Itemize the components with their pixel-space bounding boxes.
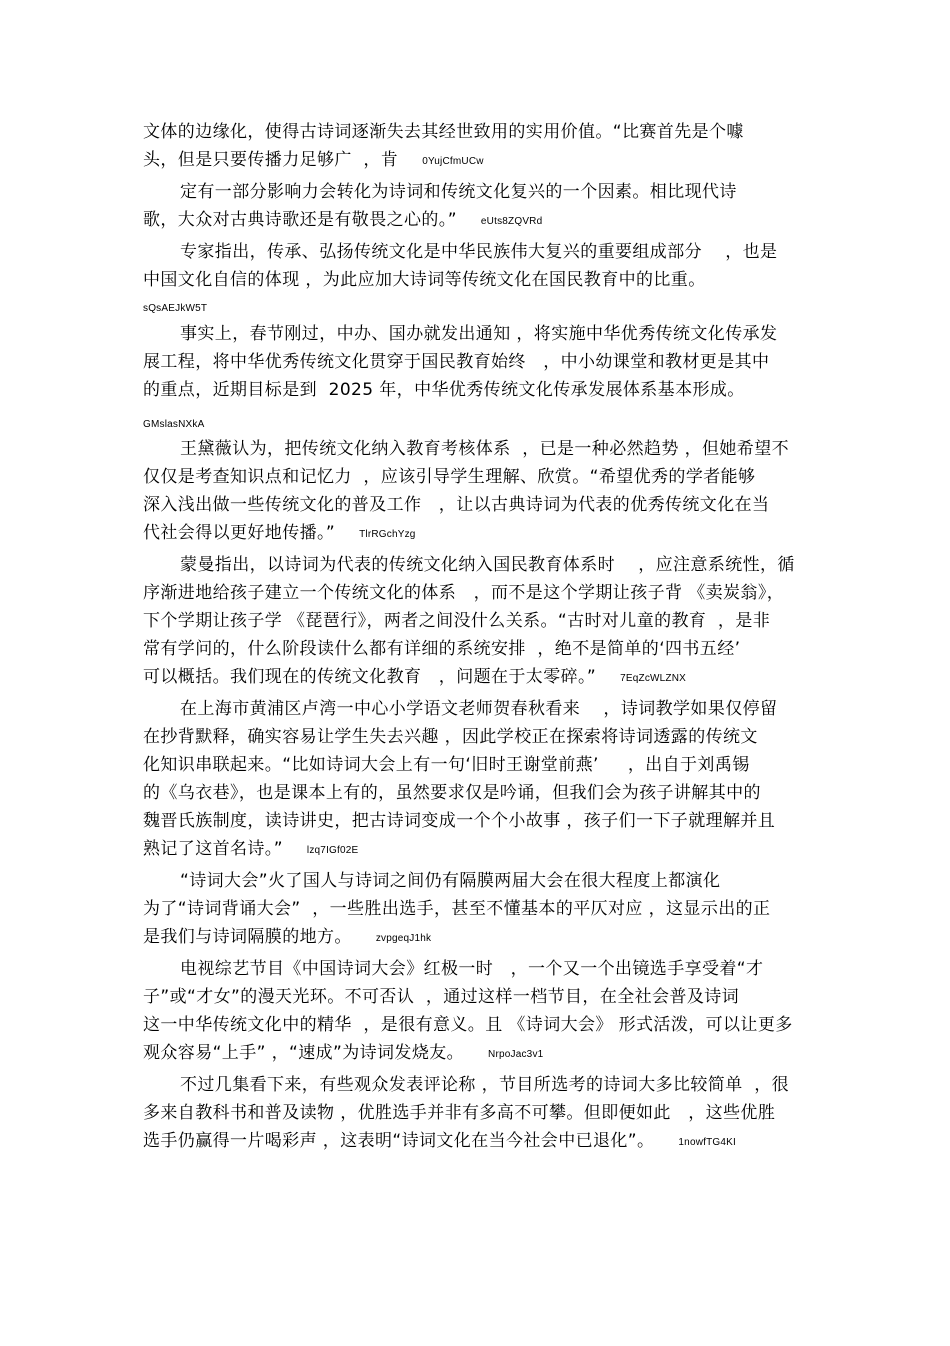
- text-segment: 歌，大众对古典诗歌还是有敬畏之心的。”: [143, 210, 457, 230]
- text-segment: 代社会得以更好地传播。”: [143, 523, 336, 543]
- text-line: 深入浅出做一些传统文化的普及工作 ，让以古典诗词为代表的优秀传统文化在当: [143, 495, 770, 515]
- text-line: 多来自教科书和普及读物 ，优胜选手并非有多高不可攀。但即便如此 ，这些优胜: [143, 1103, 776, 1123]
- text-line: 专家指出，传承、弘扬传统文化是中华民族伟大复兴的重要组成部分 ，也是: [180, 242, 778, 262]
- text-line: 的重点，近期目标是到 2025 年，中华优秀传统文化传承发展体系基本形成。: [143, 380, 745, 400]
- text-line: [143, 837, 358, 864]
- text-line: 下个学期让孩子学 《琵琶行》，两者之间没什么关系。“古时对儿童的教育 ，是非: [143, 611, 771, 631]
- text-line: 化知识串联起来。“比如诗词大会上有一句‘旧时王谢堂前燕’ ，出自于刘禹锡: [143, 755, 750, 775]
- text-line: [143, 925, 431, 952]
- text-line: [143, 521, 416, 548]
- text-line: 常有学问的，什么阶段读什么都有详细的系统安排 ，绝不是简单的‘四书五经’: [143, 639, 741, 659]
- reference-code: 0YujCfmUCw: [422, 156, 484, 167]
- text-line: 电视综艺节目《中国诗词大会》红极一时 ，一个又一个出镜选手享受着“才: [180, 959, 764, 979]
- reference-code: 7EqZcWLZNX: [620, 673, 687, 684]
- text-line: “诗词大会”火了国人与诗词之间仍有隔膜两届大会在很大程度上都演化: [180, 871, 721, 891]
- text-line: [143, 665, 686, 692]
- reference-code: lzq7IGf02E: [306, 845, 359, 856]
- reference-code: zvpgeqJ1hk: [375, 933, 432, 944]
- text-line: [143, 1129, 736, 1156]
- text-segment: 头，但是只要传播力足够广 ，肯: [143, 150, 399, 170]
- text-line: 事实上，春节刚过，中办、国办就发出通知 ，将实施中华优秀传统文化传承发: [180, 324, 778, 344]
- text-line: 中国文化自信的体现 ，为此应加大诗词等传统文化在国民教育中的比重。: [143, 270, 706, 290]
- text-line: 这一中华传统文化中的精华 ，是很有意义。且 《诗词大会》 形式活泼，可以让更多: [143, 1015, 793, 1035]
- text-line: 魏晋氏族制度，读诗讲史，把古诗词变成一个个小故事 ，孩子们一下子就理解并且: [143, 811, 776, 831]
- text-line: 在上海市黄浦区卢湾一中心小学语文老师贺春秋看来 ，诗词教学如果仅停留: [180, 699, 778, 719]
- text-segment: 可以概括。我们现在的传统文化教育 ，问题在于太零碎。”: [143, 667, 597, 687]
- text-line: 展工程，将中华优秀传统文化贯穿于国民教育始终 ，中小幼课堂和教材更是其中: [143, 352, 770, 372]
- text-line: 仅仅是考查知识点和记忆力 ，应该引导学生理解、欣赏。“希望优秀的学者能够: [143, 467, 756, 487]
- text-line: 不过几集看下来，有些观众发表评论称 ，节目所选考的诗词大多比较简单 ，很: [180, 1075, 790, 1095]
- text-line: 的《乌衣巷》，也是课本上有的，虽然要求仅是吟诵，但我们会为孩子讲解其中的: [143, 783, 761, 803]
- text-segment: 是我们与诗词隔膜的地方。: [143, 927, 352, 947]
- text-segment: 观众容易“上手” ，“速成”为诗词发烧友。: [143, 1043, 465, 1063]
- reference-code: eUts8ZQVRd: [480, 216, 543, 227]
- text-line: [143, 1041, 543, 1068]
- text-segment: 选手仍赢得一片喝彩声 ，这表明“诗词文化在当今社会中已退化”。: [143, 1131, 655, 1151]
- reference-code: TlrRGchYzg: [359, 529, 416, 540]
- text-line: 为了“诗词背诵大会” ，一些胜出选手，甚至不懂基本的平仄对应 ，这显示出的正: [143, 899, 771, 919]
- text-line: [143, 148, 484, 175]
- text-line: 定有一部分影响力会转化为诗词和传统文化复兴的一个因素。相比现代诗: [180, 182, 737, 202]
- text-line: 序渐进地给孩子建立一个传统文化的体系 ，而不是这个学期让孩子背 《卖炭翁》，: [143, 583, 785, 603]
- reference-code: GMslasNXkA: [143, 419, 205, 430]
- text-line: 文体的边缘化，使得古诗词逐渐失去其经世致用的实用价值。“比赛首先是个噱: [143, 122, 744, 142]
- text-line: 在抄背默释，确实容易让学生失去兴趣 ，因此学校正在探索将诗词透露的传统文: [143, 727, 758, 747]
- text-line: 子”或“才女”的漫天光环。不可否认 ，通过这样一档节目，在全社会普及诗词: [143, 987, 740, 1007]
- reference-code: NrpoJac3v1: [488, 1049, 544, 1060]
- text-segment: 熟记了这首名诗。”: [143, 839, 283, 859]
- text-line: [143, 208, 542, 235]
- reference-code: sQsAEJkW5T: [143, 303, 208, 314]
- text-line: 蒙曼指出，以诗词为代表的传统文化纳入国民教育体系时 ，应注意系统性，循: [180, 555, 795, 575]
- reference-code: 1nowfTG4KI: [678, 1137, 737, 1148]
- text-line: 王黛薇认为，把传统文化纳入教育考核体系 ，已是一种必然趋势 ，但她希望不: [180, 439, 790, 459]
